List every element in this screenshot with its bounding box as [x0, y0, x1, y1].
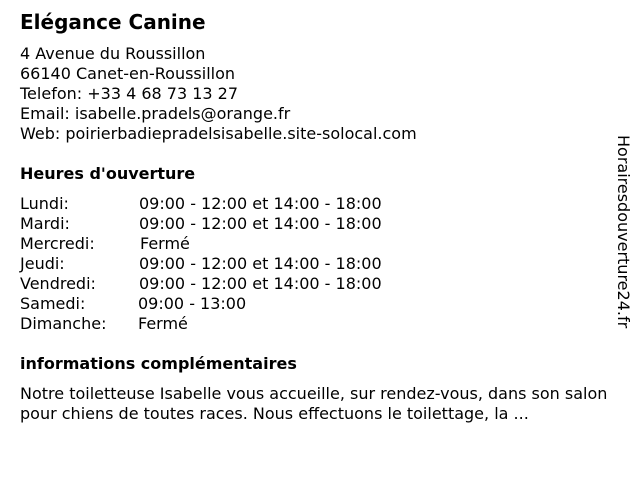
day-label: Mardi:: [20, 214, 70, 233]
business-contact: [20, 44, 417, 144]
hours-heading: Heures d'ouverture: [20, 164, 196, 183]
day-label: Samedi:: [20, 294, 86, 313]
day-hours: 09:00 - 12:00 et 14:00 - 18:00: [139, 254, 382, 273]
day-hours: Fermé: [138, 314, 188, 333]
site-watermark: Horairesdouverture24.fr: [614, 135, 633, 329]
day-hours: Fermé: [140, 234, 190, 253]
hours-row-vendredi: [20, 274, 440, 294]
day-label: Dimanche:: [20, 314, 107, 333]
day-label: Vendredi:: [20, 274, 96, 293]
address-street: 4 Avenue du Roussillon: [20, 44, 206, 63]
hours-row-jeudi: [20, 254, 440, 274]
address-city: 66140 Canet-en-Roussillon: [20, 64, 236, 83]
hours-row-dimanche: [20, 314, 440, 334]
day-hours: 09:00 - 12:00 et 14:00 - 18:00: [139, 194, 382, 213]
hours-table: [20, 194, 440, 334]
hours-row-lundi: [20, 194, 440, 214]
day-hours: 09:00 - 12:00 et 14:00 - 18:00: [139, 274, 382, 293]
info-heading: informations complémentaires: [20, 354, 297, 373]
website-address: Web: poirierbadiepradelsisabelle.site-solocal.com: [20, 124, 417, 143]
info-description: Notre toiletteuse Isabelle vous accueille, sur rendez-vous, dans son salon pour chiens de toutes races. Nous effectuons le toilettage, la ...: [20, 384, 608, 423]
phone-number: Telefon: +33 4 68 73 13 27: [20, 84, 239, 103]
email-address: Email: isabelle.pradels@orange.fr: [20, 104, 291, 123]
hours-row-mardi: [20, 214, 440, 234]
day-hours: 09:00 - 12:00 et 14:00 - 18:00: [139, 214, 382, 233]
hours-row-samedi: [20, 294, 440, 314]
business-name: Elégance Canine: [20, 10, 206, 34]
day-hours: 09:00 - 13:00: [138, 294, 247, 313]
day-label: Jeudi:: [20, 254, 65, 273]
day-label: Mercredi:: [20, 234, 95, 253]
day-label: Lundi:: [20, 194, 69, 213]
hours-row-mercredi: [20, 234, 440, 254]
